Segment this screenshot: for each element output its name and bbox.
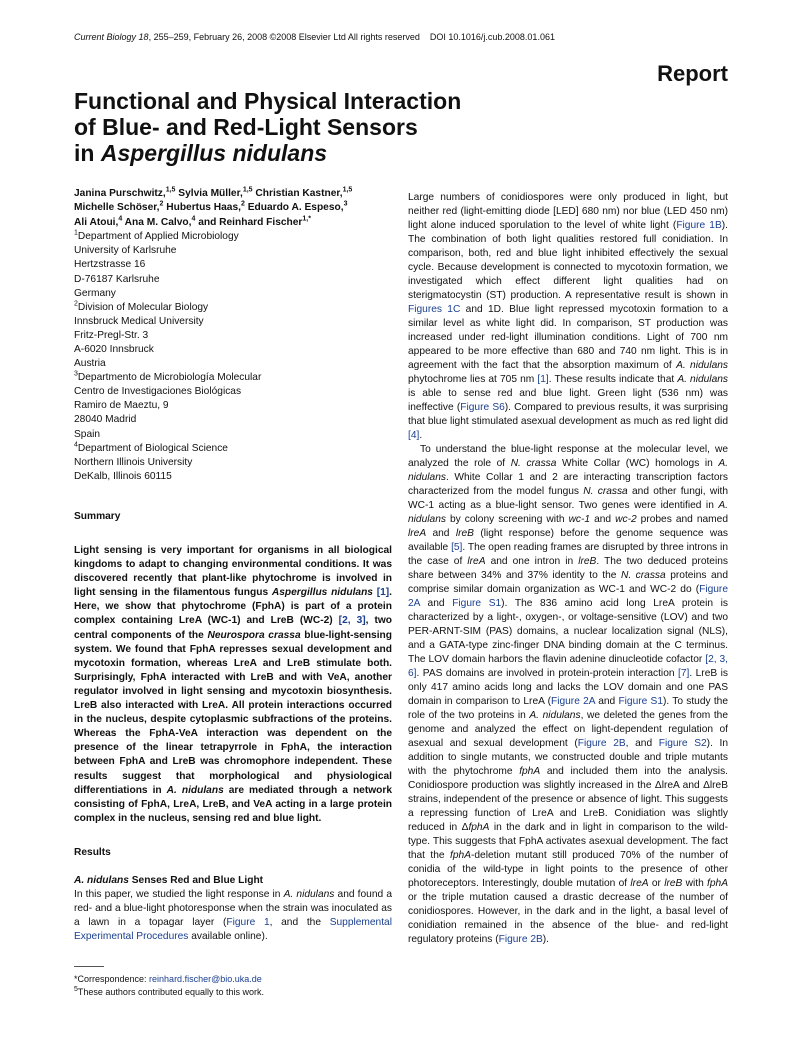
body-text: by colony screening with [445,514,569,525]
affiliation-line [74,244,392,258]
italic-text: A. nidulans [408,500,728,525]
body-text: ). [542,934,550,945]
affiliation-line [74,258,392,272]
author-sup: 2 [159,201,164,209]
body-text: -deletion mutant still produced 70% of the number of conidia of the wild-type in light points to the presence of other photoreceptors. Interestingly, double mutation of [408,850,728,889]
affiliation-line [74,287,392,301]
italic-text: Neurospora crassa [207,629,301,641]
citation-link[interactable]: Figure 2A [550,696,595,707]
left-column [74,187,392,944]
footnotes [74,973,392,999]
affiliation-text: University of Karlsruhe [74,245,177,257]
affiliation-sup: 3 [74,370,78,378]
body-text: . [419,430,423,441]
body-text: and 1D. Blue light repressed mycotoxin formation to a similar level as white light did. In comparison, ST production was increased under red-light illumination conditions. Light of 700 nm appeared to be more effective than 680 and 740 nm light. This is in agreement with the fact that the absorption maximum of [408,304,728,371]
body-text: with [682,878,708,889]
body-text: . White Collar 1 and 2 are interacting transcription factors characterized from the model fungus [408,472,728,497]
citation-link[interactable]: Figure S1 [618,696,663,707]
author-name: Janina Purschwitz, [74,188,166,199]
italic-text: A. nidulans [408,458,728,483]
italic-text: A. nidulans [677,374,728,385]
body-text: , and the [269,917,330,929]
equal-contribution-text: These authors contributed equally to this work. [77,987,265,997]
affiliation-line [74,456,392,470]
italic-text: lreA [467,556,486,567]
italic-text: N. crassa [620,570,666,581]
italic-text: Aspergillus nidulans [271,587,373,599]
italic-text: lreB [455,528,474,539]
affiliation-line [74,399,392,413]
title-prefix: in [74,140,101,166]
body-text: and included them into the analysis. Conidiospore production was slightly increased in the ΔlreA and ΔlreB strains, independent of the presence or absence of light. This suggests a repressing function of LreA and LreB. Conidiation was slightly reduced in Δ [408,766,728,833]
author-name: Hubertus Haas, [163,202,241,214]
citation-link[interactable]: Figure 1B [676,220,722,231]
italic-text: A. nidulans [529,710,581,721]
running-header [74,32,555,42]
affiliation-text: Departmento de Microbiología Molecular [77,372,262,384]
citation-link[interactable]: Figure S6 [460,402,505,413]
article-type: Report [657,61,728,86]
affiliation-line [74,442,392,456]
affiliation-line [74,315,392,329]
italic-text: fphA [519,766,541,777]
author-sup: 1,5 [342,186,353,194]
title-species: Aspergillus nidulans [100,140,328,166]
author-list [74,187,392,230]
affiliation-line [74,343,392,357]
italic-text: fphA [468,822,490,833]
author-name: Christian Kastner, [252,188,343,199]
results-paragraph [74,888,392,944]
body-text: . Here, we show that phytochrome (FphA) is part of a protein complex containing LreA (WC-1) and LreB (WC-2) [74,587,392,627]
body-text: ). The combination of both light qualities restored full conidiation. In comparison, both, red and blue light inhibited effectively the sexual cycle. Because development is connected to mycotoxin formation, we investigated which effect different light qualities had on sterigmatocystin (ST) production. A representative result is shown in [408,220,729,301]
citation-link[interactable]: [1] [376,587,390,599]
article-title [74,88,514,166]
affiliation-line [74,230,392,244]
author-sup: 1,* [302,215,311,223]
citation-link[interactable]: [2, 3] [338,615,366,627]
body-text: in the dark and in light in comparison to the wild-type. This suggests that FphA activates asexual development. The fact that the [408,822,728,861]
footnote-sup: 5 [74,986,78,993]
subheading-text: Senses Red and Blue Light [128,874,264,886]
body-text: , two central components of the [74,615,393,641]
body-text: and one intron in [485,556,579,567]
pages-date: , 255–259, February 26, 2008 ©2008 Elsevier Ltd All rights reserved [148,32,420,42]
author-name: Ali Atoui, [74,216,119,228]
affiliation-text: 28040 Madrid [74,414,137,426]
body-text: White Collar (WC) homologs in [556,458,719,469]
title-line-1: Functional and Physical Interaction [74,88,462,114]
body-text: blue-light-sensing system. We found that FphA represses sexual development and mycotoxin formation, whereas LreA and LreB stimulate both. Surprisingly, FphA interacted with LreB and with VeA, another regulator involved in light sensing and mycotoxin biosynthesis. LreB also interacted with LreA. All protein interactions occurred in the nucleus, despite cytoplasmic subfractions of the proteins. Whereas the FphA-VeA interaction was dependent on the presence of the linear tetrapyrrole in FphA, the interaction between FphA and LreB was chromophore independent. These results suggest that morphological and physiological differentiations in [74,629,392,796]
body-text: . These results indicate that [548,374,678,385]
affiliation-text: Northern Illinois University [74,456,193,468]
body-text: , and [625,738,659,749]
body-text: or [648,878,665,889]
italic-text: A. nidulans [283,889,335,901]
affiliations [74,230,392,484]
affiliation-line [74,357,392,371]
italic-text: A. nidulans [166,784,224,796]
citation-link[interactable]: [1] [537,374,549,385]
correspondence-note [74,973,392,986]
body-text: ). To study the role of the two proteins in [408,696,728,721]
body-text: and [419,598,453,609]
italic-text: fphA [707,878,728,889]
body-text: , we deleted the genes from the genome and analyzed the effect on light-dependent regulation of asexual and sexual development ( [408,710,729,749]
affiliation-text: Department of Biological Science [77,442,228,454]
affiliation-text: Innsbruck Medical University [74,315,204,327]
author-line-3 [74,216,392,230]
author-sup: 2 [240,201,245,209]
body-text: is able to sense red and blue light. Green light (536 nm) was ineffective ( [408,388,728,413]
body-text: Light sensing is very important for organisms in all biological kingdoms to adapt to changing environmental conditions. It was discovered recently that plant-like phytochrome is involved in light sensing in the filamentous fungus [74,545,392,599]
affiliation-sup: 4 [74,441,78,449]
body-text: . The open reading frames are disrupted by three introns in the case of [408,542,728,567]
affiliation-text: Hertzstrasse 16 [74,259,146,271]
body-text: proteins and comprise similar domain organization as WC-1 and WC-2 do ( [408,570,729,595]
citation-link[interactable]: Figures 1C [408,304,461,315]
body-text: . PAS domains are involved in protein-protein interaction [416,668,678,679]
title-line-3 [74,140,514,166]
correspondence-email-link[interactable]: reinhard.fischer@bio.uka.de [149,974,262,984]
body-text: and [594,696,619,707]
body-text: ). Compared to previous results, it was surprising that blue light stimulated asexual development as much as red light did [408,402,728,427]
body-text: and found a red- and a blue-light photoresponse when the strain was inoculated as a lawn in a topagar layer ( [74,889,392,929]
citation-link[interactable]: Figure 1 [226,917,270,929]
doi: DOI 10.1016/j.cub.2008.01.061 [429,32,555,42]
author-line-2 [74,201,392,215]
affiliation-text: Department of Applied Microbiology [77,231,239,243]
citation-link[interactable]: Supplemental Experimental Procedures [74,917,392,943]
body-text: (light response) before the genome sequence was available [408,528,728,553]
body-text: phytochrome lies at 705 nm [408,374,538,385]
affiliation-line [74,470,392,484]
affiliation-sup: 2 [74,300,78,308]
affiliation-sup: 1 [74,229,78,237]
body-text: ). The 836 amino acid long LreA protein is characterized by a light-, oxygen-, or voltage-sensitive (LOV) and two PER-ARNT-SIM (PAS) domains, a nuclear localization signal (NLS), and a GATA-type zinc-finger DNA binding domain at the C terminus. The LOV domain harbors the flavin adenine dinucleotide cofactor [408,598,728,665]
results-subheading [74,874,392,888]
citation-link[interactable]: Figure S2 [658,738,707,749]
body-text: available online). [188,931,268,943]
affiliation-text: Austria [74,358,106,370]
author-line-1 [74,187,392,201]
affiliation-line [74,428,392,442]
footnote-rule [74,966,104,967]
author-sup: 4 [191,215,196,223]
author-name: Eduardo A. Espeso, [244,202,344,214]
citation-link[interactable]: Figure S1 [452,598,502,609]
citation-link[interactable]: Figure 2B [577,738,626,749]
affiliation-text: Centro de Investigaciones Biológicas [74,386,242,398]
body-text: ). In addition to single mutants, we constructed double and triple mutants with the phytochrome [408,738,728,777]
right-paragraph-2 [408,443,728,947]
italic-text: lreB [664,878,683,889]
citation-link[interactable]: [5] [451,542,463,553]
body-text: are mediated through a network consisting of FphA, LreA, LreB, and VeA acting in a large protein complex in the nucleus, sensing red and blue light. [74,784,393,824]
author-name: Sylvia Müller, [175,188,243,199]
author-name: and Reinhard Fischer [195,216,303,228]
right-paragraph-1 [408,191,728,443]
correspondence-label: *Correspondence: [74,974,150,984]
body-text: and other fungi, with WC-1 acting as a blue-light sensor. Two genes were identified in [408,486,728,511]
results-heading: Results [74,846,111,858]
body-text: probes and named [636,514,728,525]
italic-text: N. crassa [583,486,628,497]
italic-text: N. crassa [510,458,557,469]
title-line-2: of Blue- and Red-Light Sensors [74,114,418,140]
affiliation-line [74,273,392,287]
author-sup: 3 [343,201,348,209]
affiliation-text: DeKalb, Illinois 60115 [74,470,172,482]
subheading-species: A. nidulans [74,874,129,886]
affiliation-text: D-76187 Karlsruhe [74,273,160,285]
body-text: . LreB is only 417 amino acids long and lacks the LOV domain and one PAS domain in comparison to LreA ( [408,668,728,707]
affiliation-text: Fritz-Pregl-Str. 3 [74,329,149,341]
body-text: In this paper, we studied the light response in [74,889,284,901]
journal-volume: 18 [138,32,149,42]
citation-link[interactable]: Figure 2A [408,584,728,609]
citation-link[interactable]: [7] [678,668,690,679]
body-text: and [426,528,456,539]
citation-link[interactable]: Figure 2B [498,934,543,945]
italic-text: wc-1 [568,514,591,525]
affiliation-line [74,301,392,315]
journal-name: Current Biology [74,32,137,42]
summary-text [74,544,392,826]
affiliation-text: Ramiro de Maeztu, 9 [74,400,169,412]
citation-link[interactable]: [2, 3, 6] [408,654,729,679]
author-name: Ana M. Calvo, [122,216,192,228]
body-text: To understand the blue-light response at the molecular level, we analyzed the role of [408,444,728,469]
equal-contribution-note [74,986,392,999]
italic-text: lreB [578,556,597,567]
author-sup: 1,5 [242,186,253,194]
italic-text: A. nidulans [676,360,729,371]
body-text: . The two deduced proteins share between 34% and 37% identity to the [408,556,728,581]
author-sup: 4 [118,215,123,223]
affiliation-line [74,329,392,343]
affiliation-line [74,413,392,427]
italic-text: lreA [630,878,649,889]
body-text: or the triple mutation caused a drastic decrease of the number of conidiospores. However, in the dark and in the light, a basal level of conidiation remained in the absence of the blue- and red-light regulatory proteins ( [408,892,728,945]
author-name: Michelle Schöser, [74,202,160,214]
affiliation-line [74,371,392,385]
affiliation-text: Division of Molecular Biology [77,301,209,313]
italic-text: fphA [450,850,471,861]
affiliation-text: A-6020 Innsbruck [74,343,154,355]
italic-text: wc-2 [615,514,637,525]
affiliation-line [74,385,392,399]
body-text: and [590,514,616,525]
italic-text: lreA [408,528,427,539]
summary-heading: Summary [74,510,121,522]
right-column [408,191,728,947]
affiliation-text: Spain [74,428,101,440]
citation-link[interactable]: [4] [408,430,420,441]
affiliation-text: Germany [74,287,116,299]
body-text: Large numbers of conidiospores were only produced in light, but neither red (light-emitting diode [LED] 680 nm) nor blue (LED 450 nm) light alone induced sporulation to the level of white light ( [408,192,728,231]
author-sup: 1,5 [165,186,176,194]
